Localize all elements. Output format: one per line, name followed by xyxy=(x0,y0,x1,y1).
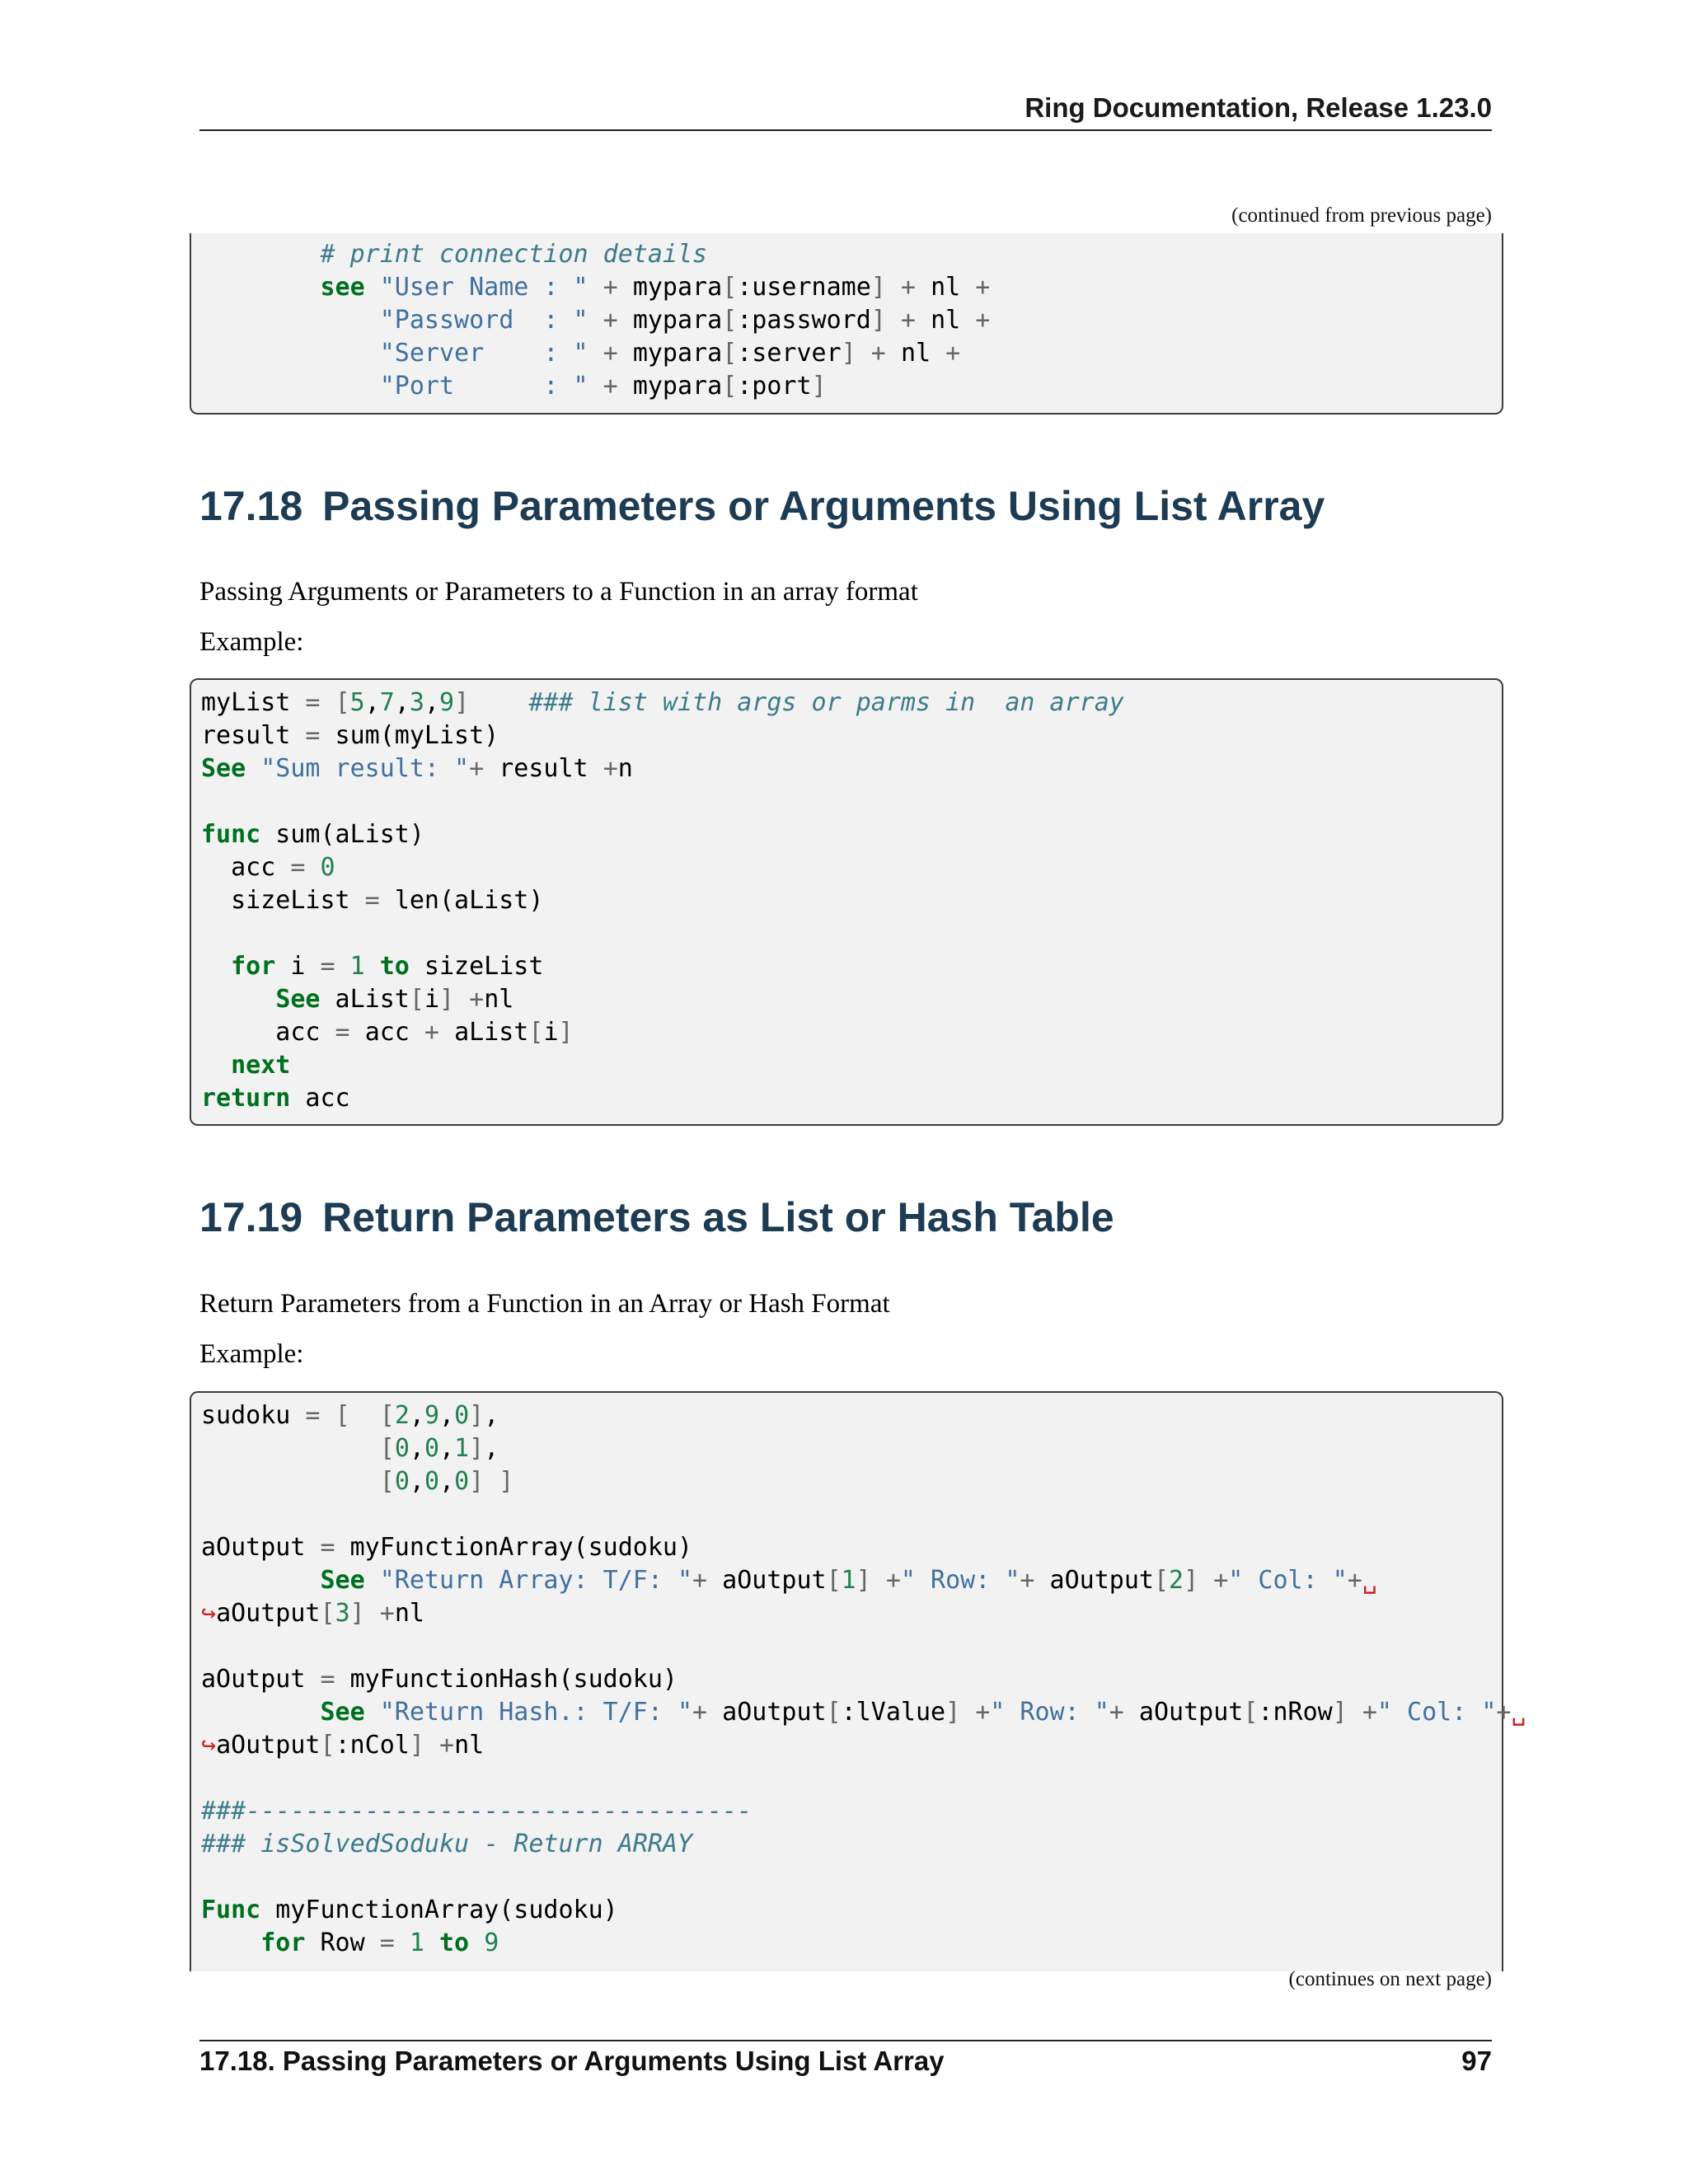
code-token: :port xyxy=(737,372,812,401)
code-token: , xyxy=(484,1434,499,1463)
code-token: aOutput xyxy=(216,1599,321,1628)
code-line xyxy=(201,337,1502,370)
code-token: = xyxy=(275,853,321,882)
code-token: , xyxy=(364,688,380,717)
code-token: 7 xyxy=(379,688,395,717)
code-token: sizeList xyxy=(409,952,544,981)
code-line xyxy=(201,271,1502,304)
code-line xyxy=(201,1597,1502,1630)
code-token: + xyxy=(960,1698,991,1727)
code-token: :username xyxy=(737,273,871,302)
code-token: + xyxy=(870,1566,901,1595)
section-18-example-label: Example: xyxy=(199,627,304,657)
code-token: + xyxy=(1496,1698,1512,1727)
code-token: nl xyxy=(484,985,514,1014)
code-token: :password xyxy=(737,306,871,335)
code-token: :nRow xyxy=(1258,1698,1333,1727)
code-line xyxy=(201,1762,1502,1795)
code-line xyxy=(201,917,1502,950)
code-token: 9 xyxy=(484,1929,499,1957)
code-token: mypara xyxy=(632,372,723,401)
code-token: 0 xyxy=(424,1467,439,1496)
section-title: Return Parameters as List or Hash Table xyxy=(322,1194,1114,1240)
code-token: 0 xyxy=(394,1434,410,1463)
code-token: = xyxy=(349,886,395,915)
code-token: + xyxy=(1198,1566,1229,1595)
code-token: nl xyxy=(931,306,961,335)
code-token: n xyxy=(617,754,633,783)
code-line xyxy=(201,1531,1502,1564)
code-line xyxy=(201,752,1502,785)
code-token: + xyxy=(364,1599,395,1628)
code-token: + xyxy=(692,1566,723,1595)
code-token: , xyxy=(409,1434,424,1463)
continued-from-note: (continued from previous page) xyxy=(1231,204,1492,227)
code-token: mypara xyxy=(632,339,723,368)
code-token: = xyxy=(305,1533,350,1562)
code-token: "Return Array: T/F: " xyxy=(379,1566,693,1595)
running-header-title: Ring Documentation, Release 1.23.0 xyxy=(1025,92,1492,123)
code-line xyxy=(201,1465,1502,1498)
code-line xyxy=(201,1016,1502,1049)
code-token: ] xyxy=(811,372,827,401)
code-token: + xyxy=(692,1698,723,1727)
code-token xyxy=(201,240,321,269)
code-token: aOutput xyxy=(201,1533,306,1562)
code-line xyxy=(201,687,1502,719)
code-token: sizeList xyxy=(201,886,350,915)
code-token: See xyxy=(320,1698,365,1727)
code-line xyxy=(201,785,1502,818)
code-token xyxy=(201,952,231,981)
code-token: + xyxy=(885,306,931,335)
code-token: , xyxy=(439,1467,455,1496)
code-token: result xyxy=(499,754,603,783)
code-token: ] xyxy=(409,1731,424,1760)
code-token: [ xyxy=(335,1401,380,1430)
code-token: 1 xyxy=(409,1929,424,1957)
code-token: = xyxy=(320,1018,365,1047)
code-token xyxy=(201,306,380,335)
code-line xyxy=(201,1828,1502,1861)
code-token: " Col: " xyxy=(1228,1566,1348,1595)
code-token: acc xyxy=(364,1018,410,1047)
code-token: 1 xyxy=(841,1566,856,1595)
code-token: next xyxy=(231,1051,291,1080)
code-line xyxy=(201,1861,1502,1894)
code-token: acc xyxy=(290,1084,350,1113)
code-token xyxy=(201,1929,260,1957)
code-token: nl xyxy=(900,339,931,368)
code-token: aOutput xyxy=(216,1731,321,1760)
code-token: + xyxy=(1347,1566,1362,1595)
code-token: "User Name : " xyxy=(379,273,588,302)
code-token: ] xyxy=(439,985,455,1014)
code-token: [ xyxy=(379,1401,395,1430)
code-token: 2 xyxy=(394,1401,410,1430)
code-token: 1 xyxy=(454,1434,470,1463)
code-line xyxy=(201,851,1502,884)
code-token: 0 xyxy=(320,853,335,882)
code-token: i xyxy=(275,952,306,981)
code-token: "Port : " xyxy=(379,372,588,401)
code-token xyxy=(365,1566,380,1595)
code-line xyxy=(201,370,1502,403)
code-token xyxy=(365,1698,380,1727)
section-heading-17-18 xyxy=(199,482,1325,530)
code-token: , xyxy=(409,1467,424,1496)
code-token: 2 xyxy=(1169,1566,1184,1595)
code-token: 0 xyxy=(394,1467,410,1496)
code-token: aOutput xyxy=(722,1566,827,1595)
code-token: :lValue xyxy=(841,1698,946,1727)
code-token: ###---------------------------------- xyxy=(201,1797,753,1825)
footer-rule xyxy=(199,2040,1492,2041)
continues-on-note: (continues on next page) xyxy=(1288,1968,1492,1990)
code-token: sum(aList) xyxy=(260,820,424,849)
code-block-return-array-hash xyxy=(190,1391,1526,1971)
code-line xyxy=(201,1399,1502,1432)
code-token: mypara xyxy=(632,306,723,335)
code-token: ] xyxy=(469,1401,485,1430)
code-token: + xyxy=(1020,1566,1050,1595)
code-token: [ xyxy=(409,985,424,1014)
code-token: [ xyxy=(722,273,738,302)
code-token: ↪ xyxy=(201,1599,217,1628)
code-token: acc xyxy=(201,853,276,882)
code-token: + xyxy=(931,339,961,368)
code-token: [ xyxy=(1153,1566,1170,1595)
code-token: :server xyxy=(737,339,842,368)
code-token: + xyxy=(1109,1698,1139,1727)
code-token: [ xyxy=(379,1467,395,1496)
code-token: [ xyxy=(826,1698,842,1727)
code-token: aList xyxy=(454,1018,529,1047)
code-token: myFunctionArray(sudoku) xyxy=(260,1896,618,1924)
code-token: 9 xyxy=(424,1401,439,1430)
code-token: [ xyxy=(722,372,738,401)
code-token: aOutput xyxy=(1138,1698,1244,1727)
code-token: = xyxy=(305,1665,350,1694)
code-line xyxy=(201,950,1502,983)
code-token: + xyxy=(960,273,991,302)
code-token: = xyxy=(364,1929,410,1957)
code-token xyxy=(201,372,380,401)
code-token xyxy=(469,1929,484,1957)
code-token xyxy=(246,754,260,783)
code-token: + xyxy=(409,1018,455,1047)
code-token: ### list with args or parms in an array xyxy=(528,688,1124,717)
code-token: ] xyxy=(469,1467,485,1496)
code-line xyxy=(201,719,1502,752)
code-token: + xyxy=(424,1731,455,1760)
code-token: 3 xyxy=(335,1599,350,1628)
footer-section-label: 17.18. Passing Parameters or Arguments Using List Array xyxy=(199,2046,945,2076)
code-token: myFunctionHash(sudoku) xyxy=(349,1665,678,1694)
code-line xyxy=(201,1564,1502,1597)
code-line xyxy=(201,1696,1526,1729)
code-token: ] xyxy=(841,339,856,368)
header-rule xyxy=(199,129,1492,131)
code-token: + xyxy=(469,754,499,783)
code-line xyxy=(201,818,1502,851)
code-token: 0 xyxy=(454,1401,470,1430)
code-token: "Sum result: " xyxy=(260,754,470,783)
code-token xyxy=(201,1566,321,1595)
code-line xyxy=(201,1049,1502,1082)
code-token: + xyxy=(1347,1698,1377,1727)
code-token: ### isSolvedSoduku - Return ARRAY xyxy=(201,1830,693,1858)
code-token: 0 xyxy=(424,1434,439,1463)
code-token: ␣ xyxy=(1362,1566,1377,1595)
code-token: ↪ xyxy=(201,1731,217,1760)
section-19-example-label: Example: xyxy=(199,1339,304,1369)
code-line xyxy=(201,1729,1502,1762)
code-token: aOutput xyxy=(201,1665,306,1694)
code-token xyxy=(365,273,380,302)
code-token: myList xyxy=(201,688,291,717)
code-token: See xyxy=(201,754,246,783)
code-line xyxy=(201,983,1502,1016)
code-token: i xyxy=(543,1018,559,1047)
code-token: ] xyxy=(469,1434,485,1463)
code-token: , xyxy=(424,688,439,717)
code-line xyxy=(201,238,1502,271)
code-token: 3 xyxy=(409,688,424,717)
code-token: [ xyxy=(335,688,350,717)
code-token: + xyxy=(588,306,633,335)
code-token: aOutput xyxy=(722,1698,827,1727)
code-token: + xyxy=(885,273,931,302)
code-token: ] xyxy=(349,1599,365,1628)
code-token: see xyxy=(320,273,365,302)
code-token: to xyxy=(439,1929,470,1957)
code-line xyxy=(201,1630,1502,1663)
code-token xyxy=(365,952,380,981)
code-token: # print connection details xyxy=(320,240,708,269)
code-token: mypara xyxy=(632,273,723,302)
code-token: + xyxy=(856,339,901,368)
code-block-connection-details xyxy=(190,233,1503,415)
section-19-intro: Return Parameters from a Function in an Array or Hash Format xyxy=(199,1289,890,1319)
code-token: [ xyxy=(528,1018,544,1047)
code-token xyxy=(201,273,321,302)
code-token: "Return Hash.: T/F: " xyxy=(379,1698,693,1727)
code-token: ] xyxy=(945,1698,961,1727)
code-token: ␣ xyxy=(1511,1698,1526,1727)
code-token xyxy=(201,339,380,368)
code-token xyxy=(201,1467,380,1496)
code-token: Row xyxy=(305,1929,365,1957)
code-token: for xyxy=(260,1929,306,1957)
code-token xyxy=(201,1434,380,1463)
code-token: ] xyxy=(870,306,886,335)
code-token xyxy=(424,1929,439,1957)
code-token: func xyxy=(201,820,261,849)
code-token: for xyxy=(231,952,276,981)
code-token: [ xyxy=(320,1731,335,1760)
code-token: aOutput xyxy=(1049,1566,1154,1595)
code-token: = xyxy=(290,688,335,717)
code-token: [ xyxy=(826,1566,842,1595)
code-token: = xyxy=(305,952,350,981)
code-line xyxy=(201,1795,1502,1828)
code-token: return xyxy=(201,1084,291,1113)
code-line xyxy=(201,1894,1502,1927)
code-token xyxy=(469,688,528,717)
code-token: [ xyxy=(722,339,738,368)
code-token: 5 xyxy=(349,688,365,717)
code-token: + xyxy=(454,985,485,1014)
code-token: myFunctionArray(sudoku) xyxy=(349,1533,693,1562)
code-token: ] xyxy=(484,1467,514,1496)
code-line xyxy=(201,1082,1502,1115)
code-token: 9 xyxy=(439,688,455,717)
code-line xyxy=(201,1927,1502,1960)
code-token: nl xyxy=(394,1599,424,1628)
code-token: i xyxy=(424,985,439,1014)
code-token: , xyxy=(394,688,410,717)
code-token: 0 xyxy=(454,1467,470,1496)
code-token: sum(myList) xyxy=(335,721,499,750)
code-token: result xyxy=(201,721,291,750)
code-token: " Row: " xyxy=(900,1566,1020,1595)
section-number: 17.19 xyxy=(199,1194,303,1240)
code-token: = xyxy=(290,1401,335,1430)
code-token: , xyxy=(439,1401,455,1430)
code-token xyxy=(201,1698,321,1727)
code-token: ] xyxy=(1184,1566,1199,1595)
code-token: acc xyxy=(201,1018,321,1047)
code-token: , xyxy=(439,1434,455,1463)
code-token: aList xyxy=(320,985,410,1014)
section-18-intro: Passing Arguments or Parameters to a Function in an array format xyxy=(199,577,918,607)
code-token: ] xyxy=(856,1566,871,1595)
code-token: sudoku xyxy=(201,1401,291,1430)
code-token: + xyxy=(588,372,633,401)
code-token: 1 xyxy=(349,952,365,981)
code-token: [ xyxy=(320,1599,335,1628)
code-line xyxy=(201,1432,1502,1465)
code-token: len(aList) xyxy=(394,886,544,915)
code-token: ] xyxy=(454,688,470,717)
code-token: "Password : " xyxy=(379,306,588,335)
code-token: + xyxy=(603,754,618,783)
code-token: ] xyxy=(1332,1698,1348,1727)
code-token: nl xyxy=(454,1731,485,1760)
code-line xyxy=(201,304,1502,337)
section-heading-17-19 xyxy=(199,1193,1114,1241)
code-token: " Row: " xyxy=(990,1698,1109,1727)
code-token: :nCol xyxy=(335,1731,410,1760)
code-line xyxy=(201,1498,1502,1531)
code-token: + xyxy=(588,273,633,302)
code-line xyxy=(201,884,1502,917)
section-title: Passing Parameters or Arguments Using List Array xyxy=(322,483,1325,529)
code-block-sum-list xyxy=(190,678,1503,1126)
code-token: to xyxy=(379,952,410,981)
code-token: nl xyxy=(931,273,961,302)
code-token: + xyxy=(588,339,633,368)
code-token: " Col: " xyxy=(1376,1698,1497,1727)
code-token: [ xyxy=(722,306,738,335)
code-token xyxy=(201,985,275,1014)
code-token: "Server : " xyxy=(379,339,588,368)
code-token: ] xyxy=(870,273,886,302)
code-token xyxy=(201,1051,231,1080)
code-line xyxy=(201,1663,1502,1696)
code-token: Func xyxy=(201,1896,261,1924)
section-number: 17.18 xyxy=(199,483,303,529)
code-token: [ xyxy=(1243,1698,1259,1727)
code-token: See xyxy=(275,985,321,1014)
code-token: [ xyxy=(379,1434,395,1463)
page-number: 97 xyxy=(1461,2046,1492,2076)
code-token: ] xyxy=(558,1018,574,1047)
code-token: , xyxy=(409,1401,424,1430)
code-token: , xyxy=(484,1401,499,1430)
code-token: + xyxy=(960,306,991,335)
code-token: See xyxy=(320,1566,365,1595)
code-token: = xyxy=(290,721,335,750)
